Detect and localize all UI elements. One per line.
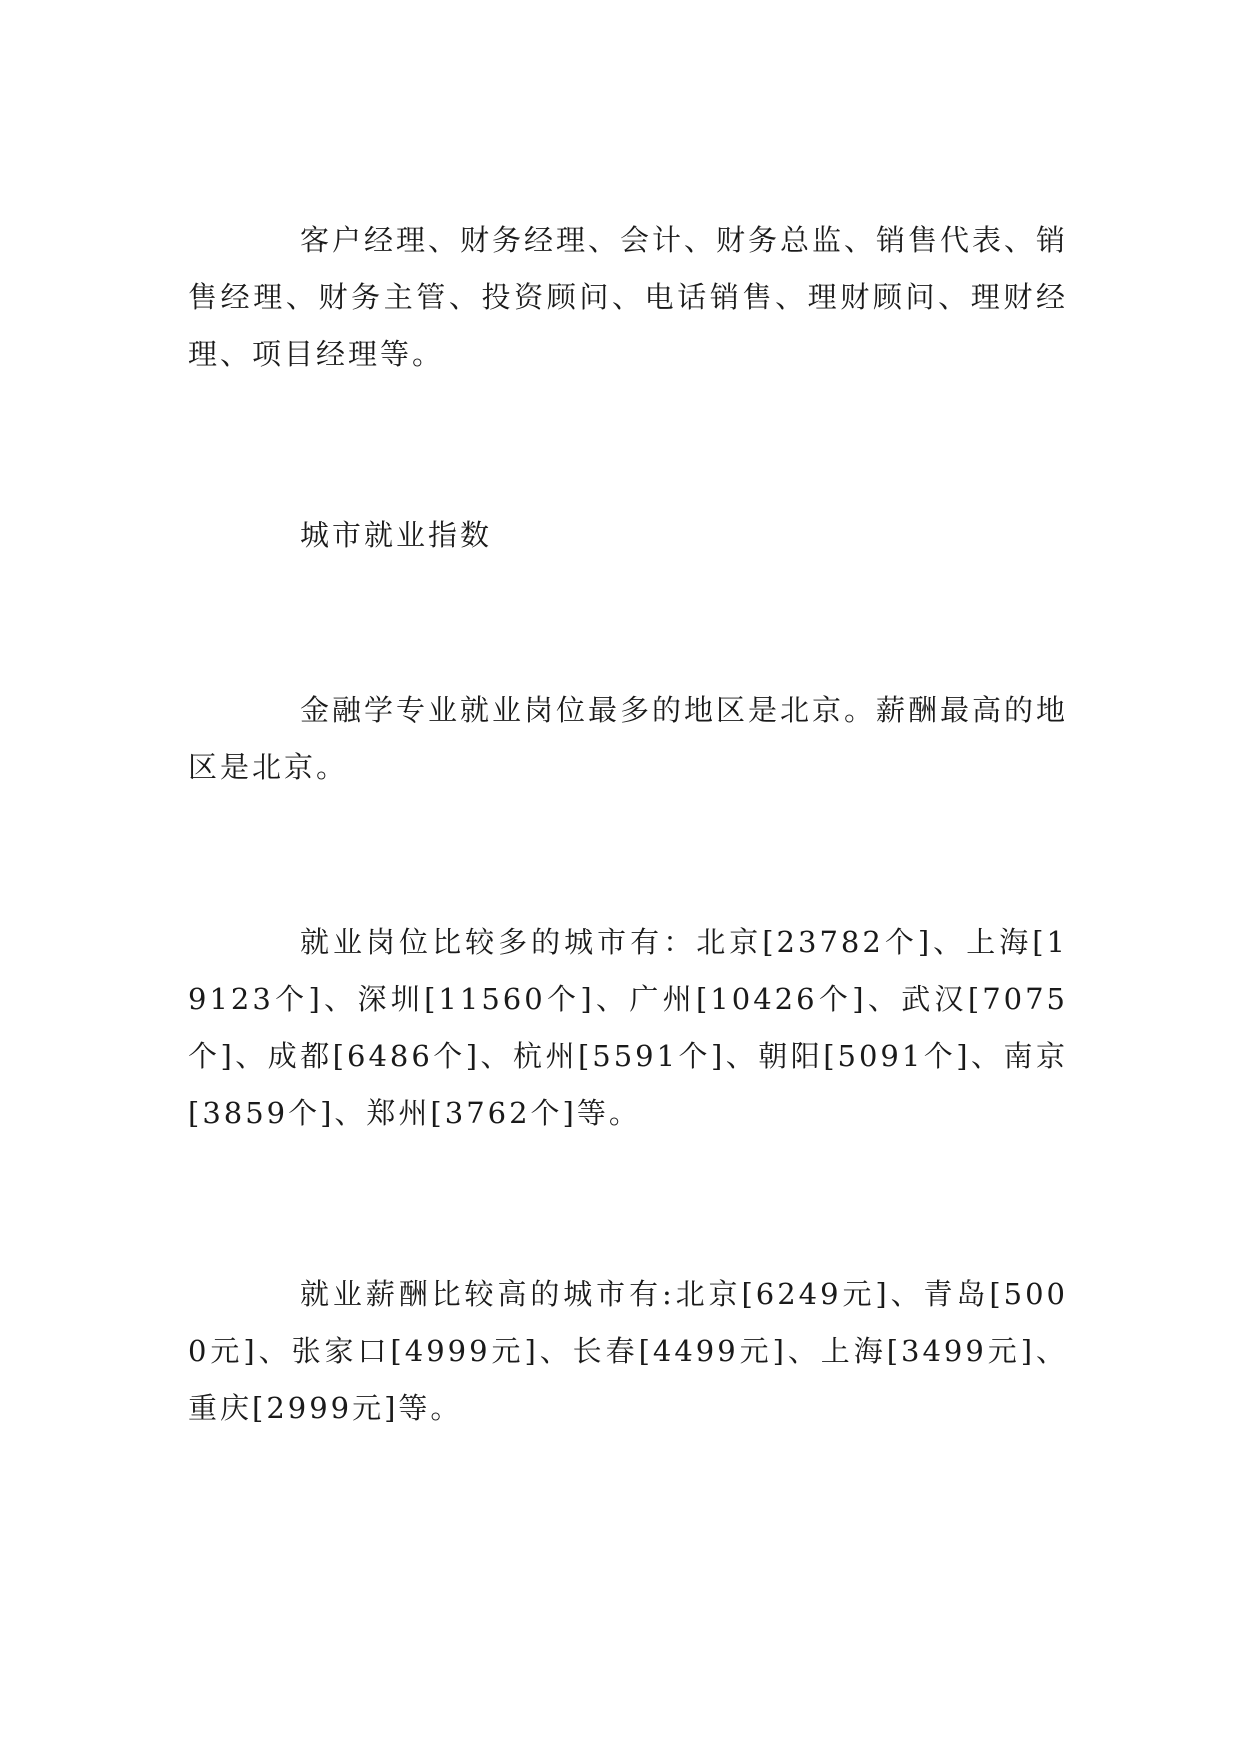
- job-count-by-city-paragraph: 就业岗位比较多的城市有：北京[23782个]、上海[19123个]、深圳[11560个]、广州[10426个]、武汉[7075个]、成都[6486个]、杭州[5591个]、朝阳[5091个]、南京[3859个]、郑州[3762个]等。: [188, 925, 1068, 1130]
- salary-by-city-paragraph: 就业薪酬比较高的城市有:北京[6249元]、青岛[5000元]、张家口[4999元]、长春[4499元]、上海[3499元]、重庆[2999元]等。: [188, 1277, 1068, 1425]
- section-heading-city-employment-index: 城市就业指数: [300, 518, 493, 552]
- top-region-paragraph: 金融学专业就业岗位最多的地区是北京。薪酬最高的地区是北京。: [188, 693, 1069, 784]
- job-positions-paragraph: 客户经理、财务经理、会计、财务总监、销售代表、销售经理、财务主管、投资顾问、电话销售、理财顾问、理财经理、项目经理等。: [188, 223, 1069, 371]
